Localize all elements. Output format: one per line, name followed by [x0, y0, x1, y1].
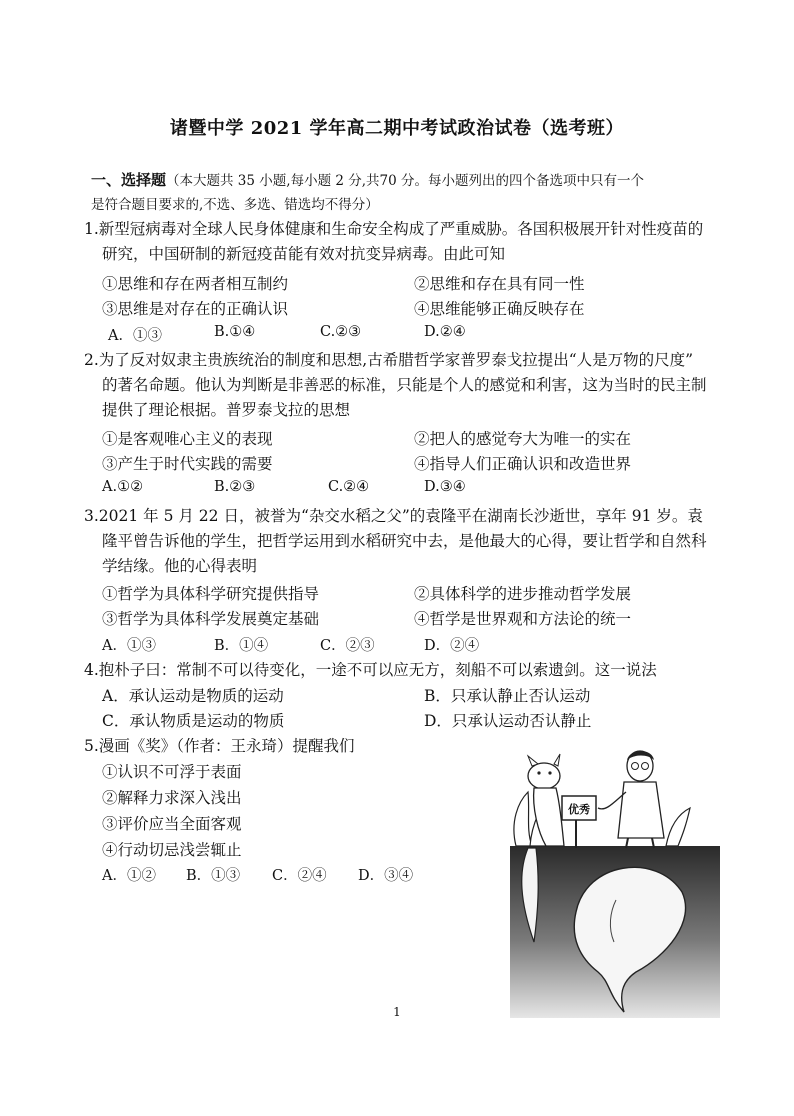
q1-statement-2: ②思维和存在具有同一性: [414, 275, 585, 293]
q2-choice-a[interactable]: A.①②: [102, 479, 144, 495]
q2-choice-b[interactable]: B.②③: [214, 479, 256, 495]
q2-statement-1: ①是客观唯心主义的表现: [102, 430, 273, 448]
q1-statement-4: ④思维能够正确反映存在: [414, 300, 585, 318]
q5-statement-2: ②解释力求深入浅出: [102, 789, 242, 807]
q5-choice-a[interactable]: A．①②: [102, 868, 156, 884]
leaf-left-1: [514, 792, 532, 846]
question-2-stem: 2.为了反对奴隶主贵族统治的制度和思想,古希腊哲学家普罗泰戈拉提出“人是万物的尺度” 的著名命题。他认为判断是非善恶的标准，只能是个人的感觉和利害，这为当时的民主制 提供了理论根据。普罗泰戈拉的思想: [84, 351, 707, 419]
q4-choice-b[interactable]: B．只承认静止否认运动: [424, 687, 591, 705]
leaf-right: [666, 808, 690, 846]
q2-choice-c[interactable]: C.②④: [328, 479, 370, 495]
q3-choice-a[interactable]: A．①③: [102, 638, 156, 654]
question-1-stem: 1.新型冠病毒对全球人民身体健康和生命安全构成了严重威胁。各国积极展开针对性疫苗的 研究，中国研制的新冠疫苗能有效对抗变异病毒。由此可知: [84, 220, 704, 263]
animal-head: [528, 763, 560, 789]
q5-choice-c[interactable]: C．②④: [272, 868, 327, 884]
q3-statement-3: ③哲学为具体科学发展奠定基础: [102, 610, 320, 628]
q2-choice-d[interactable]: D.③④: [424, 479, 466, 495]
q2-statement-2: ②把人的感觉夸大为唯一的实在: [414, 430, 632, 448]
section-instructions: [91, 168, 731, 217]
q1-choice-b[interactable]: B.①④: [214, 324, 256, 340]
animal-eye: [537, 771, 540, 774]
q5-statement-1: ①认识不可浮于表面: [102, 763, 242, 781]
q3-choice-b[interactable]: B．①④: [214, 638, 269, 654]
q1-choice-c[interactable]: C.②③: [320, 324, 362, 340]
q1-choice-a[interactable]: A．①③: [108, 328, 162, 344]
question-4-stem: 4.抱朴子曰：常制不可以待变化，一途不可以应无方，刻船不可以索遗剑。这一说法: [84, 661, 657, 679]
q3-choice-d[interactable]: D．②④: [424, 638, 480, 654]
section-desc-1: （本大题共 35 小题,每小题 2 分,共70 分。每小题列出的四个备选项中只有一个: [166, 173, 644, 189]
q4-choice-a[interactable]: A．承认运动是物质的运动: [102, 687, 284, 705]
section-desc-2: 是符合题目要求的,不选、多选、错选均不得分）: [91, 197, 379, 213]
q1-statement-1: ①思维和存在两者相互制约: [102, 275, 289, 293]
q3-choice-c[interactable]: C．②③: [320, 638, 375, 654]
q1-statement-3: ③思维是对存在的正确认识: [102, 300, 289, 318]
q5-statement-4: ④行动切忌浅尝辄止: [102, 841, 242, 859]
q5-choice-b[interactable]: B．①③: [186, 868, 241, 884]
page-number: 1: [393, 1005, 401, 1019]
page-title: 诸暨中学 2021 学年高二期中考试政治试卷（选考班）: [169, 118, 625, 139]
question-5-stem: 5.漫画《奖》（作者：王永琦）提醒我们: [84, 737, 355, 755]
q5-choice-d[interactable]: D．③④: [358, 868, 414, 884]
animal-ear: [554, 754, 560, 766]
q3-statement-4: ④哲学是世界观和方法论的统一: [414, 610, 632, 628]
animal-eye: [548, 771, 551, 774]
question-3-stem: 3.2021 年 5 月 22 日，被誉为“杂交水稻之父”的袁隆平在湖南长沙逝世，享年 91 岁。袁 隆平曾告诉他的学生，把哲学运用到水稻研究中去，是他最大的心得，要让哲学和自然科 学结缘。他的心得表明: [84, 507, 707, 575]
animal-ear: [528, 756, 538, 766]
q2-statement-4: ④指导人们正确认识和改造世界: [414, 455, 632, 473]
award-sign-text: 优秀: [568, 803, 590, 816]
q2-statement-3: ③产生于时代实践的需要: [102, 455, 273, 473]
man-body: [618, 782, 664, 838]
q4-choice-d[interactable]: D．只承认运动否认静止: [424, 712, 592, 730]
q5-statement-3: ③评价应当全面客观: [102, 815, 242, 833]
q3-statement-1: ①哲学为具体科学研究提供指导: [102, 585, 320, 603]
cartoon-illustration: [506, 742, 724, 1018]
q3-statement-2: ②具体科学的进步推动哲学发展: [414, 585, 632, 603]
q4-choice-c[interactable]: C．承认物质是运动的物质: [102, 712, 285, 730]
q1-choice-d[interactable]: D.②④: [424, 324, 466, 340]
section-heading: 一、选择题: [91, 171, 167, 189]
